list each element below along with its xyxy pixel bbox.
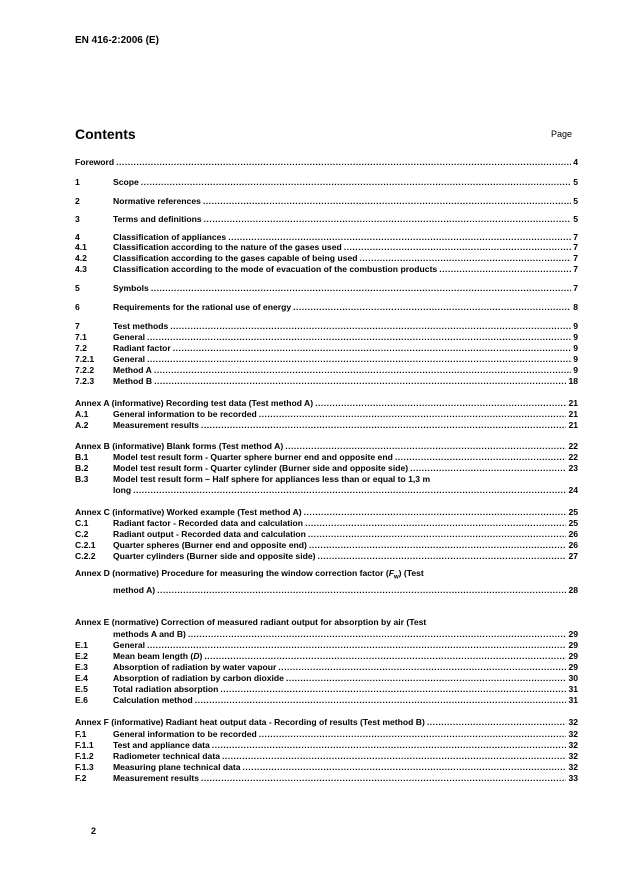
toc-entry[interactable] [75,751,578,761]
toc-entry[interactable] [75,343,578,353]
toc-entry-number: Annex E (normative) Correction of measured radiant output for absorption by air (Test [75,617,427,627]
toc-leader-dots [308,529,567,539]
toc-leader-dots [305,518,566,528]
toc-entry-page: 5 [573,196,578,206]
toc-entry[interactable] [75,452,578,462]
toc-entry-title: Model test result form - Quarter sphere burner end and opposite end [113,452,393,462]
toc-entry-title: Radiometer technical data [113,751,220,761]
toc-entry-number: Annex A (informative) Recording test data (Test method A) [75,398,314,408]
toc-entry[interactable] [75,773,578,783]
toc-entry-title: Classification according to the nature of the gases used [113,242,342,252]
toc-leader-dots [201,420,566,430]
toc-entry[interactable] [75,518,578,528]
toc-leader-dots [439,264,571,274]
toc-entry-number: E.6 [75,695,88,705]
toc-leader-dots [220,684,566,694]
toc-leader-dots [133,485,566,495]
toc-entry[interactable] [75,420,578,430]
toc-leader-dots [293,302,571,312]
toc-entry-number: F.1.2 [75,751,94,761]
toc-leader-dots [309,540,567,550]
toc-entry-title: General [113,640,146,650]
toc-entry-page: 21 [568,398,578,408]
toc-entry-number: 2 [75,196,80,206]
toc-leader-dots [222,751,566,761]
toc-entry-page: 7 [573,242,578,252]
toc-leader-dots [243,762,567,772]
toc-entry-number: C.2 [75,529,89,539]
toc-entry-page: 25 [568,518,578,528]
toc-entry-title: Radiant output - Recorded data and calculation [113,529,306,539]
toc-leader-dots [259,729,567,739]
toc-entry[interactable] [75,729,578,739]
toc-entry-number: 4 [75,232,80,242]
toc-leader-dots [188,629,567,639]
toc-entry-page: 9 [573,343,578,353]
toc-entry[interactable] [75,485,578,495]
toc-entry[interactable] [75,673,578,683]
toc-entry-number: 4.2 [75,253,87,263]
toc-entry[interactable] [75,365,578,375]
toc-leader-dots [154,376,566,386]
toc-leader-dots [344,242,571,252]
toc-entry-number: C.2.1 [75,540,96,550]
toc-entry-page: 7 [573,283,578,293]
toc-entry-number: E.1 [75,640,88,650]
toc-entry-title: Classification of appliances [113,232,227,242]
toc-entry-number: E.4 [75,673,88,683]
toc-entry-title: Radiant factor [113,343,171,353]
toc-entry-number: 5 [75,283,80,293]
toc-leader-dots [204,214,572,224]
toc-entry-title: Classification according to the mode of evacuation of the combustion products [113,264,438,274]
page-column-label: Page [551,129,573,139]
toc-entry-title: Model test result form – Half sphere for appliances less than or equal to 1,3 m [113,474,431,484]
toc-leader-dots [141,177,571,187]
toc-leader-dots [195,695,567,705]
toc-entry-title: Scope [113,177,139,187]
toc-entry-page: 25 [568,507,578,517]
toc-entry-number: E.5 [75,684,88,694]
toc-entry-page: 22 [568,441,578,451]
toc-leader-dots [147,354,571,364]
toc-leader-dots [157,585,566,595]
toc-entry[interactable] [75,354,578,364]
toc-entry[interactable] [75,540,578,550]
toc-leader-dots [259,409,567,419]
toc-entry[interactable] [75,507,578,517]
toc-entry[interactable] [75,232,578,242]
toc-entry-number: C.2.2 [75,551,96,561]
toc-leader-dots [285,441,566,451]
toc-leader-dots [360,253,572,263]
toc-entry-page: 21 [568,420,578,430]
toc-entry-title: Measurement results [113,773,199,783]
toc-entry-number: 7.2.2 [75,365,95,375]
toc-entry-title: Normative references [113,196,201,206]
toc-entry-title: long [113,485,132,495]
toc-entry[interactable] [75,321,578,331]
toc-entry[interactable] [75,474,578,484]
toc-entry-number: Annex F (informative) Radiant heat output data - Recording of results (Test method B) [75,717,425,727]
toc-entry-number: E.3 [75,662,88,672]
toc-entry-number: 7.2.3 [75,376,95,386]
toc-entry-page: 31 [568,695,578,705]
toc-entry[interactable] [75,196,578,206]
toc-entry[interactable] [75,409,578,419]
toc-entry-number: F.1.3 [75,762,94,772]
toc-leader-dots [317,551,566,561]
toc-entry[interactable] [75,253,578,263]
toc-entry-title: methods A and B) [113,629,186,639]
toc-entry-page: 26 [568,540,578,550]
toc-entry[interactable] [75,332,578,342]
toc-entry[interactable] [75,629,578,639]
toc-entry-page: 32 [568,762,578,772]
toc-entry-page: 9 [573,354,578,364]
toc-leader-dots [212,740,567,750]
toc-entry-page: 29 [568,640,578,650]
toc-entry-number: Foreword [75,157,115,167]
toc-entry-number: C.1 [75,518,89,528]
toc-entry-title: Quarter cylinders (Burner side and opposite side) [113,551,316,561]
toc-entry-title: Quarter spheres (Burner end and opposite end) [113,540,307,550]
toc-entry-title: General [113,354,146,364]
toc-entry-page: 29 [568,651,578,661]
toc-entry-page: 22 [568,452,578,462]
toc-entry-number: F.1 [75,729,87,739]
toc-leader-dots [427,717,567,727]
toc-entry-title: Measurement results [113,420,199,430]
toc-entry[interactable] [75,585,578,595]
toc-leader-dots [204,651,566,661]
toc-entry-page: 29 [568,662,578,672]
toc-leader-dots [286,673,567,683]
toc-entry-page: 32 [568,751,578,761]
document-header-id: EN 416-2:2006 (E) [75,35,159,46]
toc-entry-page: 26 [568,529,578,539]
toc-entry-number: 7 [75,321,80,331]
toc-entry-number: F.2 [75,773,87,783]
toc-entry[interactable] [75,762,578,772]
toc-leader-dots [228,232,571,242]
toc-entry-page: 5 [573,177,578,187]
toc-entry-page: 33 [568,773,578,783]
page-number: 2 [91,826,97,836]
toc-entry-page: 30 [568,673,578,683]
toc-entry-number: Annex B (informative) Blank forms (Test method A) [75,441,284,451]
toc-entry-title: Radiant factor - Recorded data and calculation [113,518,304,528]
toc-entry-page: 24 [568,485,578,495]
toc-entry[interactable] [75,214,578,224]
toc-entry-page: 32 [568,740,578,750]
toc-leader-dots [147,332,571,342]
toc-entry[interactable] [75,463,578,473]
toc-entry-title: Requirements for the rational use of energy [113,302,292,312]
toc-entry[interactable] [75,529,578,539]
toc-entry-page: 27 [568,551,578,561]
toc-entry-title: Test and appliance data [113,740,210,750]
toc-entry[interactable] [75,695,578,705]
toc-leader-dots [154,365,571,375]
toc-entry-number: 4.1 [75,242,87,252]
toc-entry-number: 7.2.1 [75,354,95,364]
toc-entry-title: Symbols [113,283,149,293]
toc-entry-page: 9 [573,365,578,375]
toc-entry[interactable] [75,283,578,293]
toc-entry-title: Measuring plane technical data [113,762,241,772]
toc-entry[interactable] [75,740,578,750]
toc-entry-title: Classification according to the gases capable of being used [113,253,358,263]
toc-entry[interactable] [75,717,578,727]
toc-entry[interactable] [75,441,578,451]
toc-leader-dots [173,343,571,353]
toc-entry-number: 6 [75,302,80,312]
toc-entry-page: 31 [568,684,578,694]
toc-entry-title: Method B [113,376,153,386]
toc-entry-number: 7.1 [75,332,87,342]
toc-leader-dots [147,640,566,650]
toc-entry-page: 32 [568,717,578,727]
toc-entry[interactable] [75,684,578,694]
toc-entry-title: Absorption of radiation by carbon dioxide [113,673,284,683]
toc-entry-title: Test methods [113,321,169,331]
toc-entry-number: B.3 [75,474,89,484]
toc-entry[interactable] [75,302,578,312]
toc-entry-page: 28 [568,585,578,595]
toc-entry-number: 1 [75,177,80,187]
toc-entry-page: 7 [573,253,578,263]
toc-entry-number: Annex C (informative) Worked example (Test method A) [75,507,302,517]
toc-entry-page: 9 [573,321,578,331]
toc-entry-title: Terms and definitions [113,214,202,224]
toc-leader-dots [395,452,567,462]
toc-entry-title: Absorption of radiation by water vapour [113,662,277,672]
toc-entry[interactable] [75,264,578,274]
toc-entry-page: 21 [568,409,578,419]
toc-entry-number: F.1.1 [75,740,94,750]
toc-entry-page: 29 [568,629,578,639]
toc-entry-page: 23 [568,463,578,473]
toc-entry-number: 4.3 [75,264,87,274]
toc-entry-page: 9 [573,332,578,342]
toc-entry[interactable] [75,398,578,408]
toc-entry[interactable] [75,617,578,627]
toc-leader-dots [410,463,566,473]
toc-leader-dots [278,662,566,672]
toc-entry[interactable] [75,242,578,252]
toc-entry-page: 7 [573,264,578,274]
toc-entry-number: A.1 [75,409,89,419]
toc-entry-title: method A) [113,585,156,595]
toc-entry-title: General [113,332,146,342]
toc-entry-number: E.2 [75,651,88,661]
toc-entry-page: 8 [573,302,578,312]
toc-leader-dots [304,507,567,517]
toc-entry-title: Calculation method [113,695,193,705]
toc-entry-number: B.1 [75,452,89,462]
toc-entry[interactable] [75,662,578,672]
toc-leader-dots [151,283,571,293]
toc-leader-dots [170,321,571,331]
toc-entry-title: Model test result form - Quarter cylinder (Burner side and opposite side) [113,463,409,473]
contents-title: Contents [75,126,136,142]
toc-entry[interactable] [75,568,578,583]
toc-entry-number: Annex D (normative) Procedure for measuring the window correction factor $(F_w)$ (Test [75,568,424,581]
toc-leader-dots [315,398,566,408]
toc-entry[interactable] [75,157,578,167]
toc-entry[interactable] [75,177,578,187]
toc-entry-title: Total radiation absorption [113,684,219,694]
toc-entry[interactable] [75,551,578,561]
toc-entry-title: Mean beam length (D) [113,651,203,661]
toc-leader-dots [116,157,571,167]
toc-entry[interactable] [75,376,578,386]
toc-entry-page: 18 [568,376,578,386]
toc-entry-page: 32 [568,729,578,739]
toc-entry-title: General information to be recorded [113,409,257,419]
toc-entry-number: 3 [75,214,80,224]
toc-leader-dots [201,773,566,783]
toc-entry-title: Method A [113,365,152,375]
toc-entry[interactable] [75,651,578,661]
toc-entry-page: 4 [573,157,578,167]
toc-entry-page: 7 [573,232,578,242]
toc-entry-page: 5 [573,214,578,224]
toc-entry[interactable] [75,640,578,650]
toc-entry-title: General information to be recorded [113,729,257,739]
toc-leader-dots [203,196,571,206]
toc-entry-number: B.2 [75,463,89,473]
toc-entry-number: A.2 [75,420,89,430]
toc-entry-number: 7.2 [75,343,87,353]
